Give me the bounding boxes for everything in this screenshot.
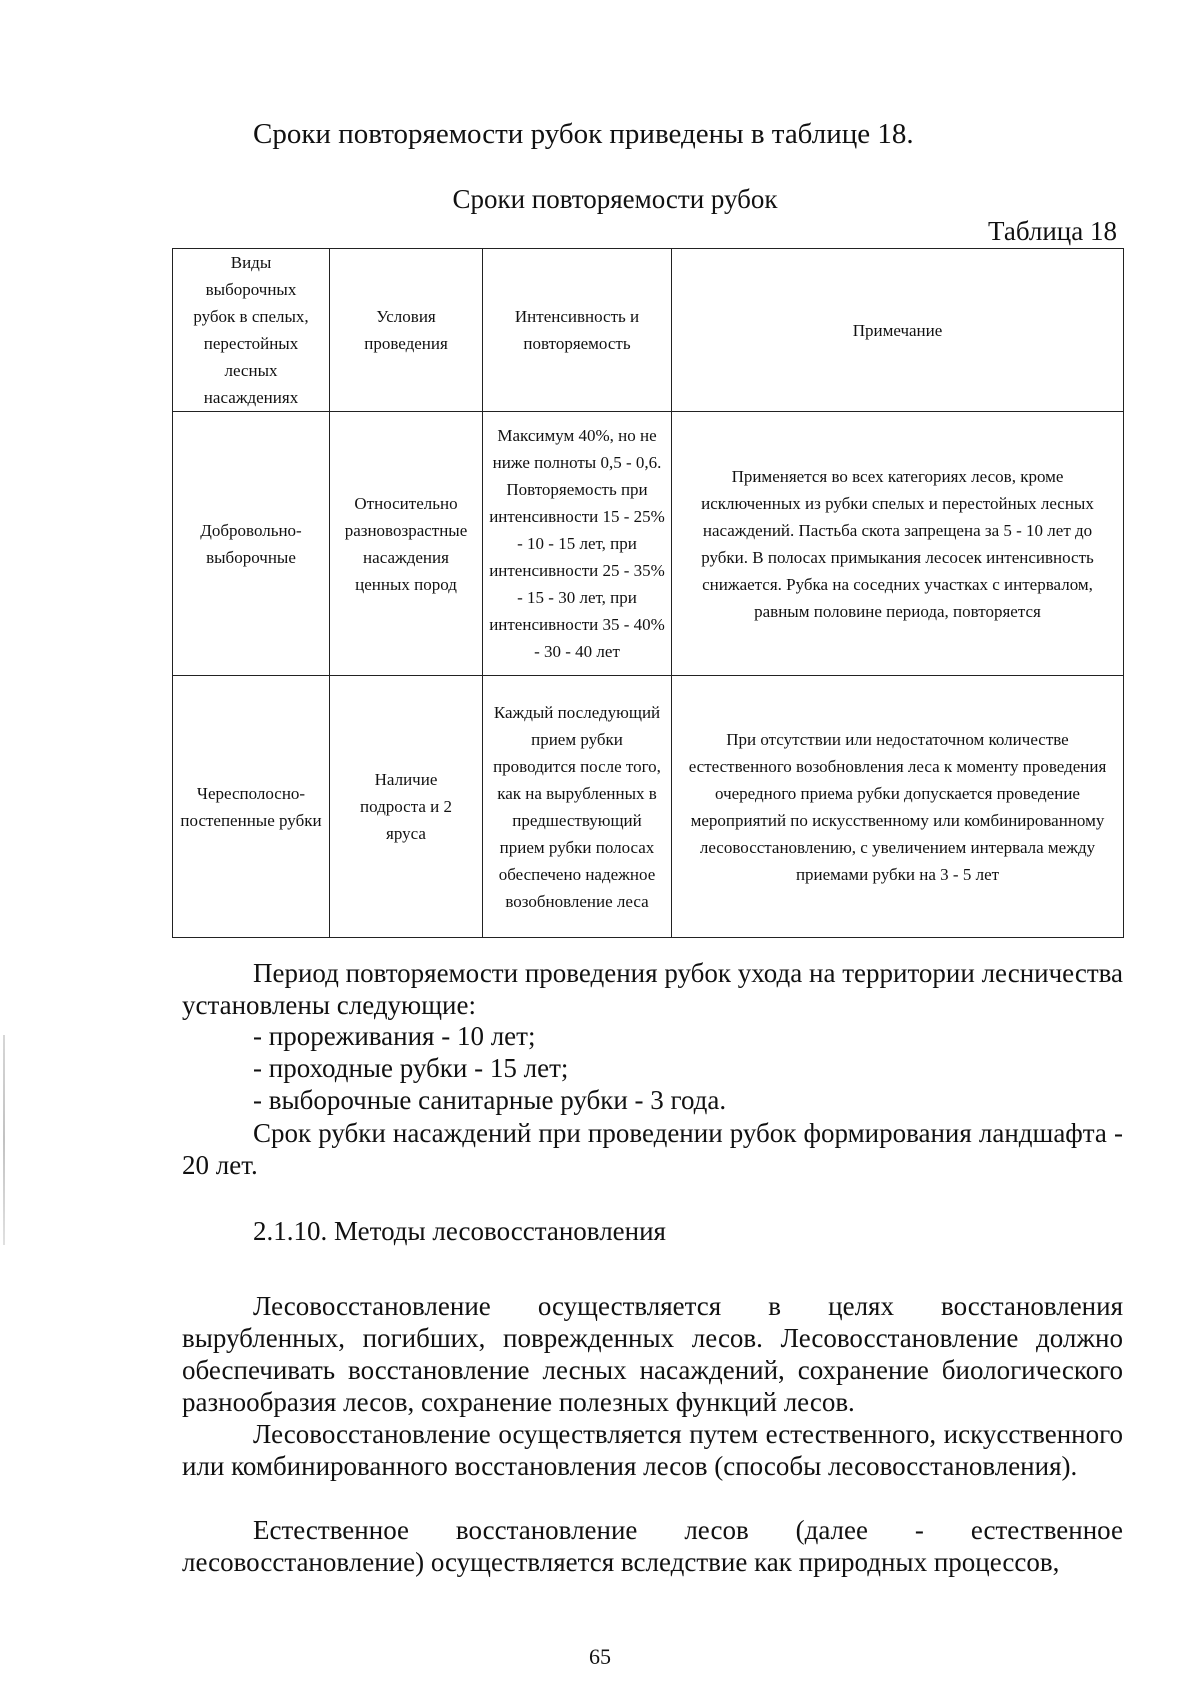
header-note: Примечание [672,249,1124,412]
thinning-item: - проходные рубки - 15 лет; [253,1053,569,1083]
scan-edge-artifact [3,1035,5,1245]
table-row [173,676,1124,938]
header-cutting-type: Виды выборочных рубок в спелых, перестойных лесных насаждениях [173,249,330,412]
cutting-frequency-table [172,248,1124,938]
table-number: Таблица 18 [988,216,1117,246]
table-row [173,412,1124,676]
cell-note: При отсутствии или недостаточном количестве естественного возобновления леса к моменту проведения очередного приема рубки допускается проведение мероприятий по искусственному или комбинированному лесовосстановлению, с увеличением интервала между приемами рубки на 3 - 5 лет [672,676,1124,938]
cell-note: Применяется во всех категориях лесов, кроме исключенных из рубки спелых и перестойных лесных насаждений. Пастьба скота запрещена за 5 - 10 лет до рубки. В полосах примыкания лесосек интенсивность снижается. Рубка на соседних участках с интервалом, равным половине периода, повторяется [672,412,1124,676]
section-paragraph: Лесовосстановление осуществляется в целях восстановления вырубленных, погибших, поврежденных лесов. Лесовосстановление должно обеспечивать восстановление лесных насаждений, сохранение биологического разнообразия лесов, сохранение полезных функций лесов. [182,1291,1123,1417]
section-paragraph: Естественное восстановление лесов (далее - естественное лесовосстановление) осуществляется вследствие как природных процессов, [182,1515,1123,1577]
section-paragraph: Лесовосстановление осуществляется путем естественного, искусственного или комбинированного восстановления лесов (способы лесовосстановления). [182,1419,1123,1481]
table-header-row [173,249,1124,412]
section-heading: 2.1.10. Методы лесовосстановления [253,1216,666,1246]
cell-conditions: Относительно разновозрастные насаждения ценных пород [330,412,483,676]
thinning-period-paragraph: Период повторяемости проведения рубок ухода на территории лесничества установлены следующие: [182,958,1123,1020]
thinning-item: - выборочные санитарные рубки - 3 года. [253,1085,727,1115]
table-title: Сроки повторяемости рубок [452,184,778,214]
header-intensity: Интенсивность и повторяемость [483,249,672,412]
cell-intensity: Максимум 40%, но не ниже полноты 0,5 - 0,6. Повторяемость при интенсивности 15 - 25% - 10 - 15 лет, при интенсивности 25 - 35% - 15 - 30 лет, при интенсивности 35 - 40% - 30 - 40 лет [483,412,672,676]
cell-cutting-type: Добровольно-выборочные [173,412,330,676]
page-number: 65 [589,1644,611,1669]
header-conditions: Условия проведения [330,249,483,412]
cell-cutting-type: Чересполосно-постепенные рубки [173,676,330,938]
cell-conditions: Наличие подроста и 2 яруса [330,676,483,938]
thinning-item: - прореживания - 10 лет; [253,1021,536,1051]
landscape-paragraph: Срок рубки насаждений при проведении рубок формирования ландшафта - 20 лет. [182,1118,1123,1180]
intro-sentence: Сроки повторяемости рубок приведены в таблице 18. [253,118,914,150]
cell-intensity: Каждый последующий прием рубки проводится после того, как на вырубленных в предшествующий прием рубки полосах обеспечено надежное возобновление леса [483,676,672,938]
